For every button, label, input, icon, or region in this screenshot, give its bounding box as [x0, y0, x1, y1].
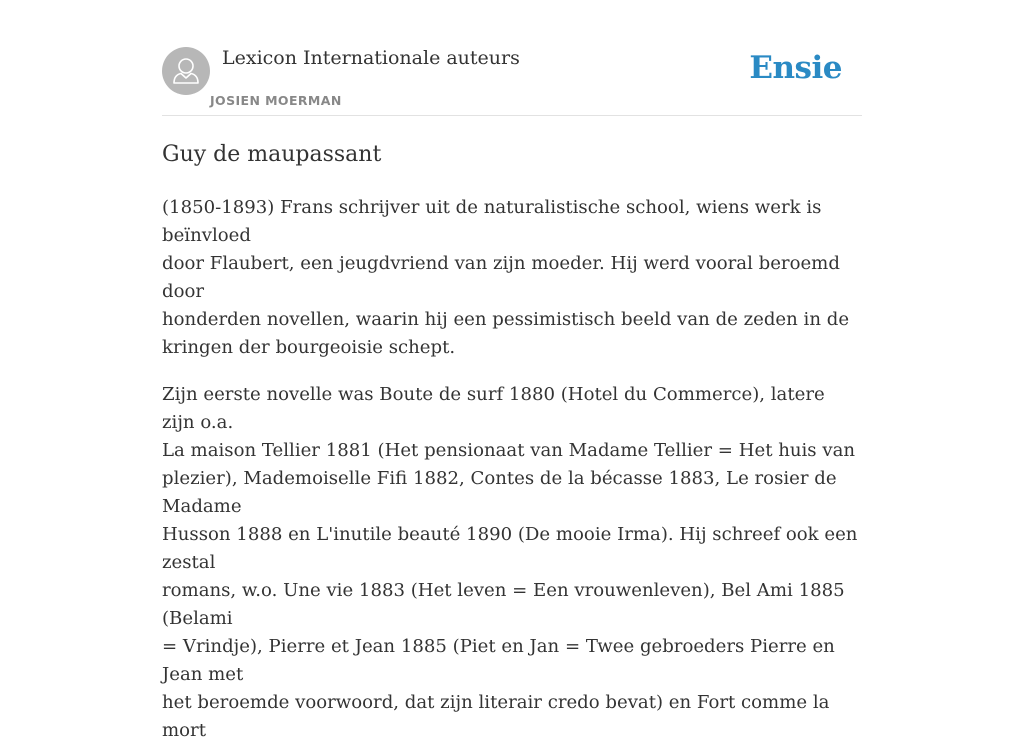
article-title: Guy de maupassant — [162, 142, 382, 167]
article-paragraph: (1850-1893) Frans schrijver uit de naturalistische school, wiens werk is beïnvloed door Flaubert, een jeugdvriend van zijn moeder. Hij werd vooral beroemd door honderden novellen, waarin hij een pessimistisch beeld van de zeden in de kringen der bourgeoisie schept. — [162, 197, 850, 358]
author-avatar[interactable] — [162, 47, 210, 95]
article-page — [162, 0, 862, 745]
article-paragraph: Zijn eerste novelle was Boute de surf 1880 (Hotel du Commerce), latere zijn o.a. La maison Tellier 1881 (Het pensionaat van Madame Tellier = Het huis van plezier), Mademoiselle Fifi 1882, Contes de la bécasse 1883, Le rosier de Madame Husson 1888 en L'inutile beauté 1890 (De mooie Irma). Hij schreef ook een zestal romans, w.o. Une vie 1883 (Het leven = Een vrouwenleven), Bel Ami 1885 (Belami = Vrindje), Pierre et Jean 1885 (Piet en Jan = Twee gebroeders Pierre en Jean met het beroemde voorwoord, dat zijn literair credo bevat) en Fort comme la mort — [162, 384, 858, 741]
user-silhouette-icon — [162, 47, 210, 95]
ensie-logo[interactable]: Ensie — [749, 50, 842, 86]
author-name[interactable]: JOSIEN MOERMAN — [210, 93, 342, 108]
source-title[interactable]: Lexicon Internationale auteurs — [222, 47, 520, 69]
article-header — [162, 46, 862, 116]
